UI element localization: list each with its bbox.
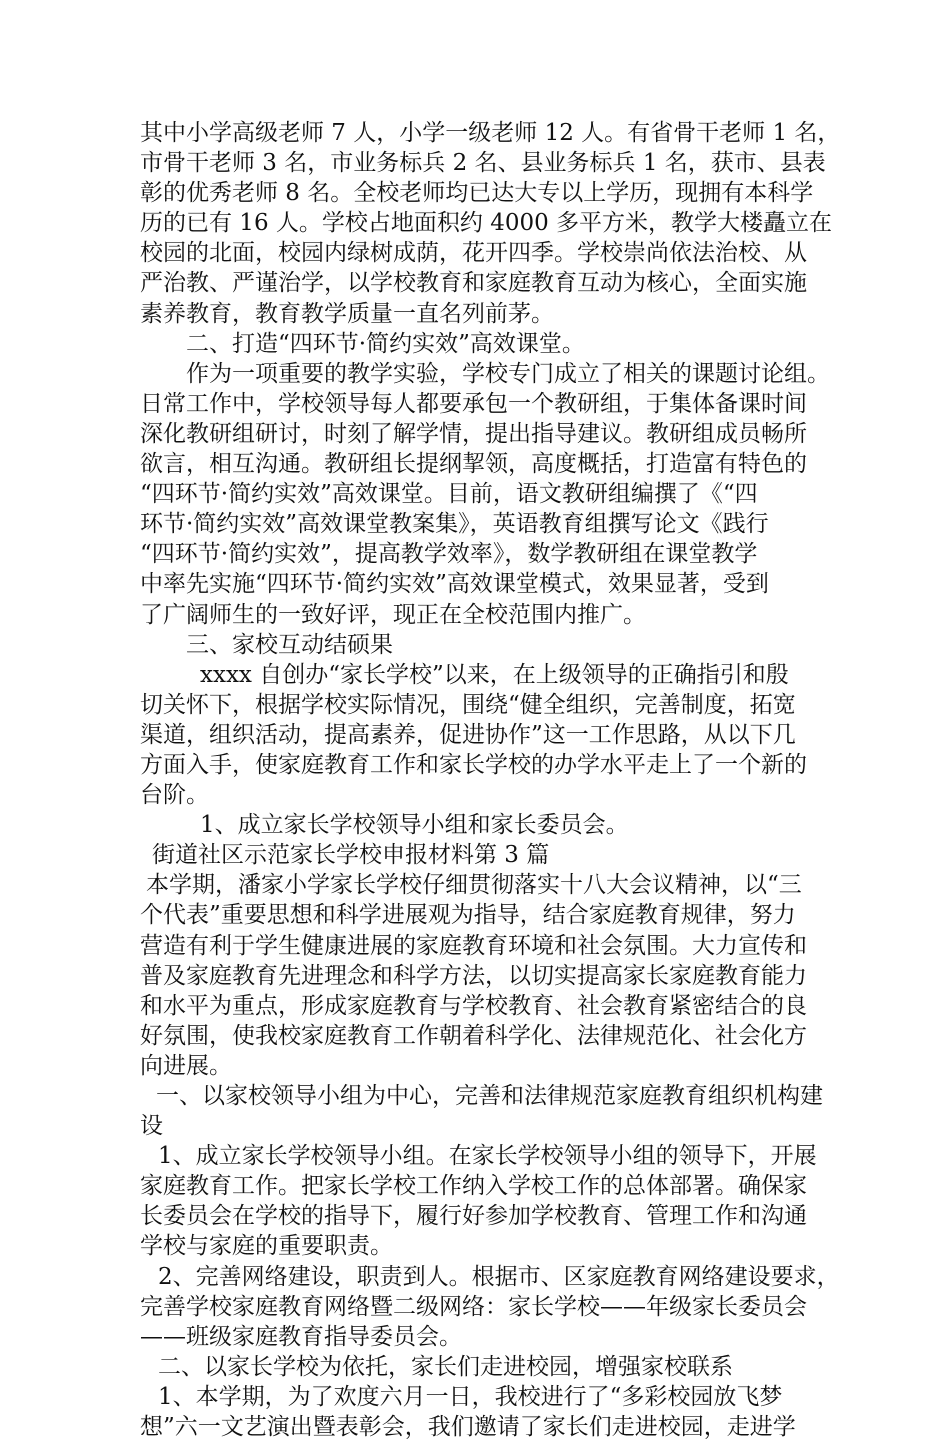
text-line: 个代表”重要思想和科学进展观为指导，结合家庭教育规律，努力	[140, 902, 796, 929]
text-line: 街道社区示范家长学校申报材料第 3 篇	[152, 842, 550, 869]
text-line: 1、成立家长学校领导小组。在家长学校领导小组的领导下，开展	[158, 1143, 817, 1170]
document-body-text	[140, 118, 841, 1442]
text-line: 营造有利于学生健康进展的家庭教育环境和社会氛围。大力宣传和	[140, 932, 807, 959]
text-line: “四环节·简约实效”高效课堂。目前，语文教研组编撰了《“四	[140, 481, 758, 508]
text-line: 彰的优秀老师 8 名。全校老师均已达大专以上学历，现拥有本科学	[140, 180, 814, 207]
text-line: 日常工作中，学校领导每人都要承包一个教研组，于集体备课时间	[140, 390, 807, 417]
text-line: xxxx 自创办“家长学校”以来，在上级领导的正确指引和殷	[200, 661, 789, 688]
text-line: 环节·简约实效”高效课堂教案集》，英语教育组撰写论文《践行	[140, 511, 769, 538]
text-line: 切关怀下，根据学校实际情况，围绕“健全组织，完善制度，拓宽	[140, 691, 796, 718]
text-line: 二、打造“四环节·简约实效”高效课堂。	[186, 330, 585, 357]
text-line: 二、以家长学校为依托，家长们走进校园，增强家校联系	[158, 1353, 733, 1380]
text-line: 完善学校家庭教育网络暨二级网络：家长学校——年级家长委员会	[140, 1293, 807, 1320]
text-line: 严治教、严谨治学，以学校教育和家庭教育互动为核心，全面实施	[140, 270, 807, 297]
text-line: 1、本学期，为了欢度六月一日，我校进行了“多彩校园放飞梦	[158, 1383, 783, 1410]
text-line: 作为一项重要的教学实验，学校专门成立了相关的课题讨论组。	[186, 360, 830, 387]
text-line: 本学期，潘家小学家长学校仔细贯彻落实十八大会议精神，以“三	[146, 872, 802, 899]
text-line: 市骨干老师 3 名，市业务标兵 2 名、县业务标兵 1 名，获市、县表	[140, 150, 826, 177]
text-line: 三、家校互动结硕果	[186, 631, 393, 658]
text-line: 其中小学高级老师 7 人，小学一级老师 12 人。有省骨干老师 1 名，	[140, 120, 841, 146]
text-line: 一、以家校领导小组为中心，完善和法律规范家庭教育组织机构建	[156, 1083, 823, 1109]
text-line: 好氛围，使我校家庭教育工作朝着科学化、法律规范化、社会化方	[140, 1022, 807, 1049]
text-line: ——班级家庭教育指导委员会。	[140, 1323, 462, 1350]
text-line: 渠道，组织活动，提高素养，促进协作”这一工作思路，从以下几	[140, 721, 796, 748]
text-line: 和水平为重点，形成家庭教育与学校教育、社会教育紧密结合的良	[140, 992, 807, 1019]
text-line: 台阶。	[140, 782, 209, 809]
text-line: 历的已有 16 人。学校占地面积约 4000 多平方米，教学大楼矗立在	[140, 210, 833, 237]
text-line: 中率先实施“四环节·简约实效”高效课堂模式，效果显著，受到	[140, 571, 769, 598]
text-line: 方面入手，使家庭教育工作和家长学校的办学水平走上了一个新的	[140, 751, 807, 778]
text-line: 想”六一文艺演出暨表彰会，我们邀请了家长们走进校园，走进学	[140, 1414, 796, 1441]
text-line: 普及家庭教育先进理念和科学方法，以切实提高家长家庭教育能力	[140, 962, 807, 989]
text-line: 长委员会在学校的指导下，履行好参加学校教育、管理工作和沟通	[140, 1203, 807, 1230]
text-line: 向进展。	[140, 1052, 232, 1079]
text-line: 了广阔师生的一致好评，现正在全校范围内推广。	[140, 601, 646, 628]
text-line: 设	[140, 1113, 163, 1140]
text-line: 2、完善网络建设，职责到人。根据市、区家庭教育网络建设要求，	[158, 1263, 840, 1290]
text-line: 欲言，相互沟通。教研组长提纲挈领，高度概括，打造富有特色的	[140, 451, 807, 478]
text-line: 深化教研组研讨，时刻了解学情，提出指导建议。教研组成员畅所	[140, 420, 807, 447]
text-line: 1、成立家长学校领导小组和家长委员会。	[200, 812, 629, 839]
text-line: 学校与家庭的重要职责。	[140, 1233, 393, 1260]
text-line: 校园的北面，校园内绿树成荫，花开四季。学校崇尚依法治校、从	[140, 240, 807, 267]
text-line: “四环节·简约实效”，提高教学效率》，数学教研组在课堂教学	[140, 541, 758, 568]
text-line: 家庭教育工作。把家长学校工作纳入学校工作的总体部署。确保家	[140, 1173, 807, 1200]
text-line: 素养教育，教育教学质量一直名列前茅。	[140, 300, 554, 327]
